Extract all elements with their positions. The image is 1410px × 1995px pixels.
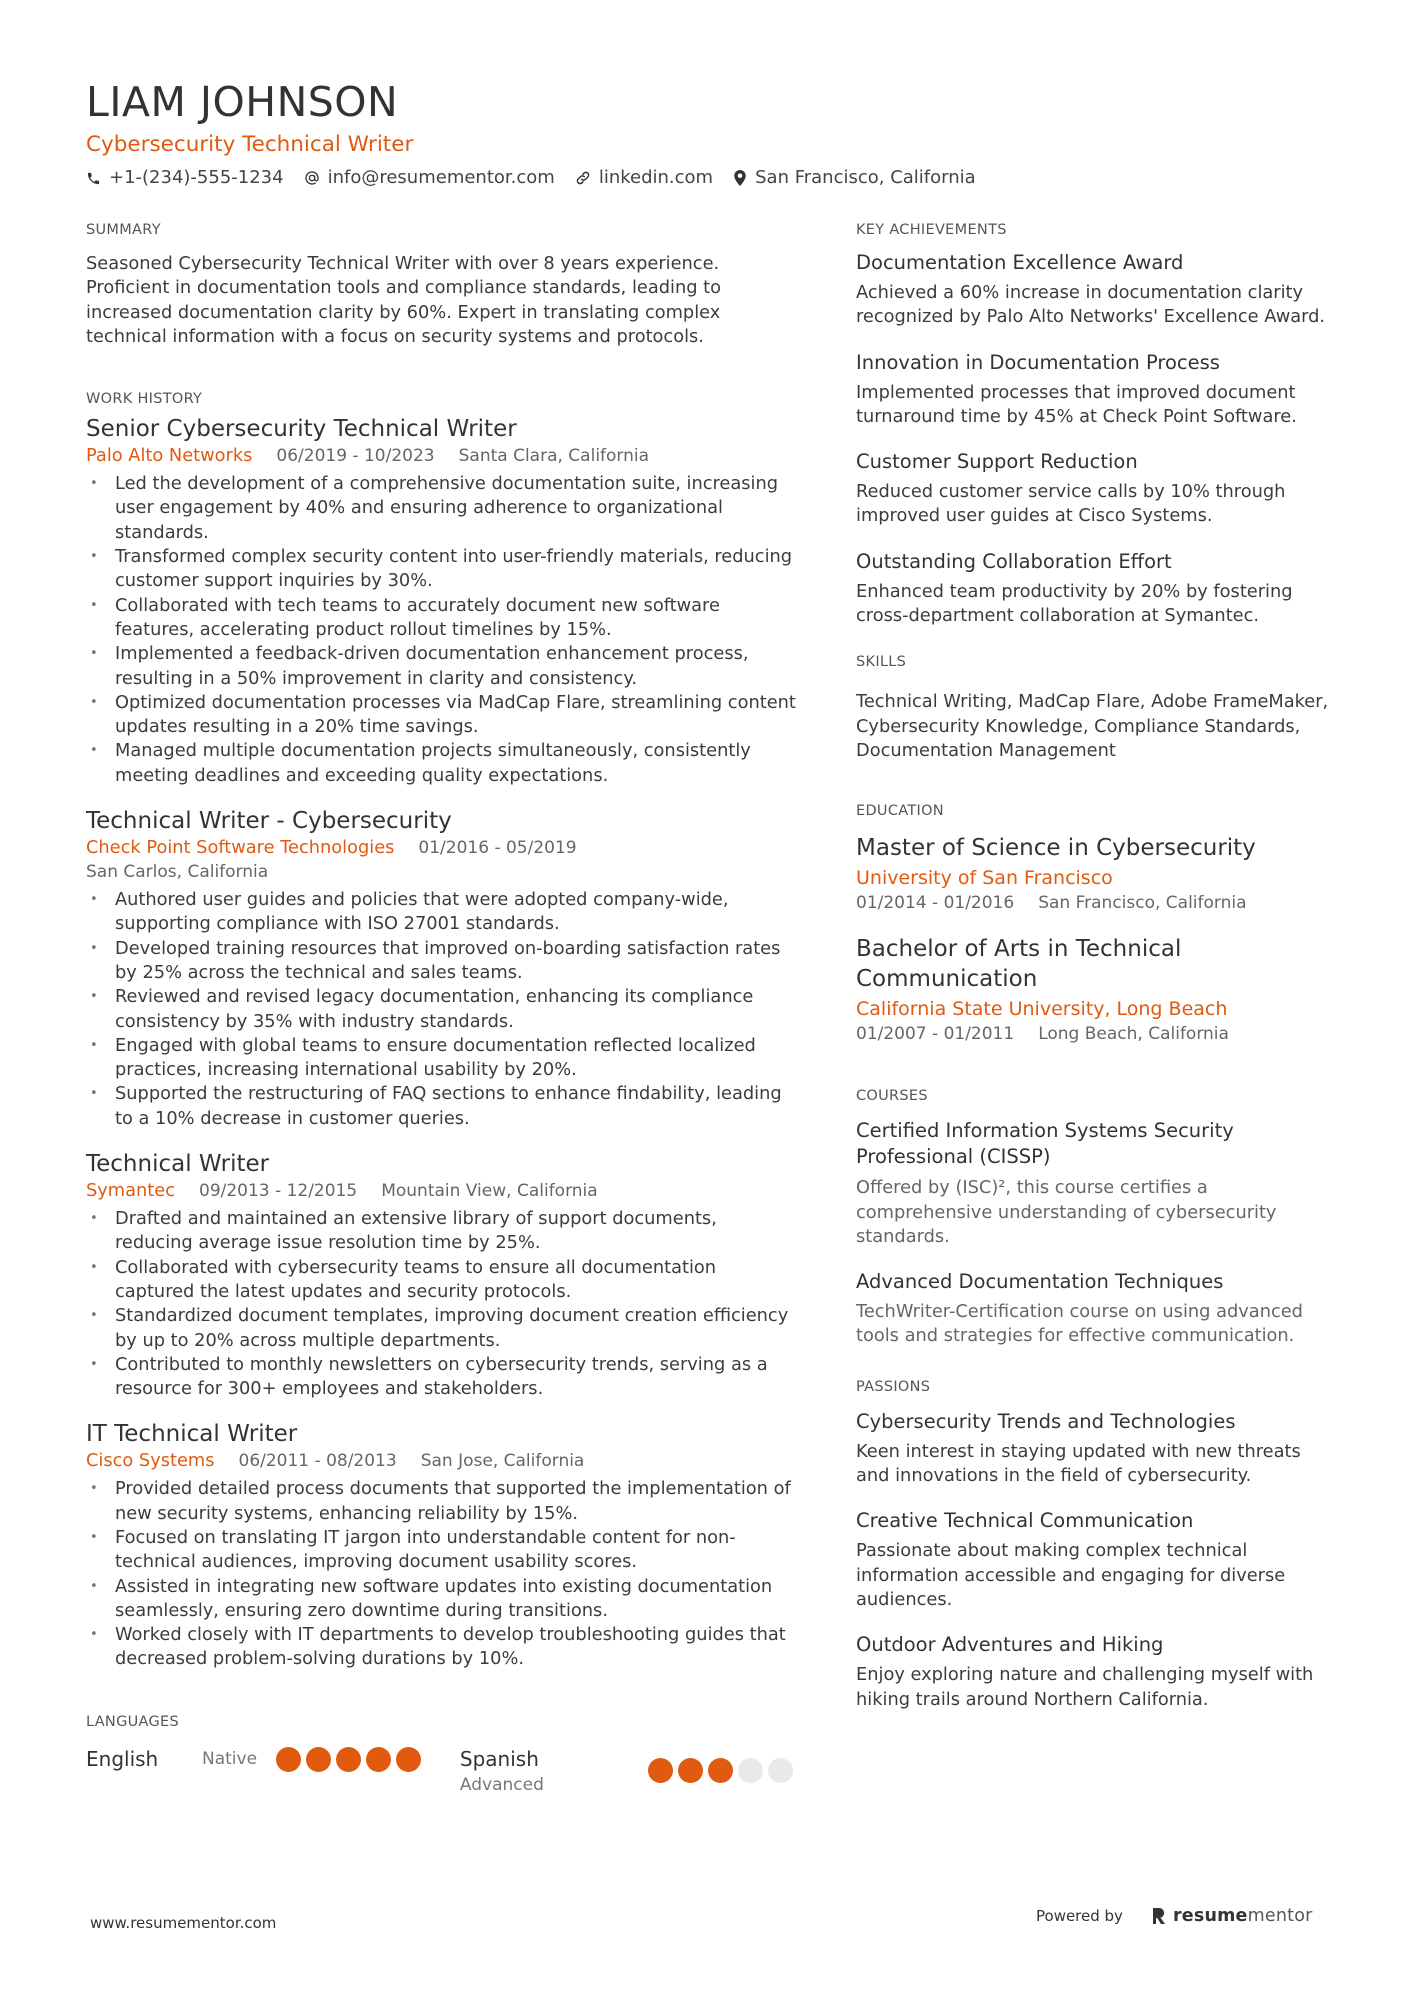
footer-branding [1036,1906,1313,1926]
rating-dot [648,1758,673,1783]
job-location: San Carlos, California [86,862,269,883]
candidate-name: LIAM JOHNSON [86,78,399,126]
job-bullets [86,472,798,788]
achievements-heading: KEY ACHIEVEMENTS [856,222,1007,238]
course-text: TechWriter-Certification course on using advanced tools and strategies for effective communication. [856,1301,1303,1347]
passion-text: Passionate about making complex technical information accessible and engaging for diverse audiences. [856,1540,1286,1610]
course-title: Advanced Documentation Techniques [856,1270,1224,1294]
rating-dot [366,1747,391,1772]
job-entry [86,806,798,1131]
job-entry [86,1419,798,1671]
language-level: Native [202,1748,258,1769]
passion-item [856,1632,1336,1712]
work-history-heading: WORK HISTORY [86,391,203,408]
achievement-text: Enhanced team productivity by 20% by fostering cross-department collaboration at Symantec. [856,580,1293,627]
job-bullet: • Led the development of a comprehensive documentation suite, increasing user engagement by 40% and ensuring adherence to organizational standards. [86,472,798,545]
job-company: Symantec [86,1180,175,1202]
language-rating [648,1758,793,1783]
achievement-text: Reduced customer service calls by 10% through improved user guides at Cisco Systems. [856,481,1286,527]
education-school: University of San Francisco [856,867,1113,890]
achievement-title: Outstanding Collaboration Effort [856,549,1172,573]
education-dates: 01/2007 - 01/2011 [856,1024,1015,1045]
job-location: Mountain View, California [381,1181,598,1202]
brand-bold: resume [1172,1906,1248,1926]
skills-text: Technical Writing, MadCap Flare, Adobe FrameMaker, Cybersecurity Knowledge, Compliance Standards, Documentation Management [856,691,1329,761]
passion-item [856,1409,1336,1489]
contact-phone[interactable] [86,165,284,191]
achievement-item [856,350,1336,430]
education-location: San Francisco, California [1038,893,1247,914]
courses-section [856,1086,1336,1348]
education-degree: Master of Science in Cybersecurity [856,835,1256,862]
summary-heading: SUMMARY [86,222,161,238]
rating-dot [396,1747,421,1772]
achievement-item [856,449,1336,529]
job-bullet: • Standardized document templates, improving document creation efficiency by up to 20% across multiple departments. [86,1304,798,1353]
job-dates: 01/2016 - 05/2019 [418,838,577,859]
link-icon [575,170,591,186]
contact-bar [86,165,1326,191]
achievement-item [856,549,1336,629]
candidate-title: Cybersecurity Technical Writer [86,132,414,157]
language-name: Spanish [459,1746,539,1771]
passion-text: Keen interest in staying updated with new threats and innovations in the field of cybersecurity. [856,1440,1301,1487]
achievement-item [856,250,1336,330]
language-item [86,1745,460,1773]
job-location: Santa Clara, California [458,446,650,467]
brand-light: mentor [1247,1906,1313,1926]
job-dates: 09/2013 - 12/2015 [199,1181,358,1202]
education-item [856,833,1336,915]
achievement-title: Innovation in Documentation Process [856,350,1220,374]
contact-linkedin[interactable] [575,165,713,191]
languages-heading: LANGUAGES [86,1713,179,1730]
summary-text: Seasoned Cybersecurity Technical Writer with over 8 years experience. Proficient in documentation tools and compliance standards, leading to increased documentation clarity by 60%. Expert in translating complex technical information with a focus on security systems and protocols. [86,253,722,347]
job-title: Technical Writer [86,1151,270,1178]
passions-section [856,1377,1336,1712]
contact-email[interactable] [304,165,555,191]
passion-title: Creative Technical Communication [856,1509,1194,1533]
job-entry [86,414,798,788]
rating-dot [768,1758,793,1783]
job-bullet: • Contributed to monthly newsletters on cybersecurity trends, serving as a resource for 300+ employees and stakeholders. [86,1353,798,1402]
job-bullet: • Transformed complex security content into user-friendly materials, reducing customer support inquiries by 30%. [86,545,798,594]
job-title: Senior Cybersecurity Technical Writer [86,416,517,443]
courses-heading: COURSES [856,1088,928,1105]
phone-text: +1-(234)-555-1234 [109,167,284,188]
job-meta [86,860,798,884]
rating-dot [678,1758,703,1783]
job-bullet: • Implemented a feedback-driven documentation enhancement process, resulting in a 50% improvement in clarity and consistency. [86,642,798,691]
education-heading: EDUCATION [856,803,944,820]
passion-item [856,1508,1336,1612]
passion-title: Outdoor Adventures and Hiking [856,1633,1164,1657]
achievement-title: Customer Support Reduction [856,450,1138,474]
job-meta [86,836,798,860]
job-dates: 06/2019 - 10/2023 [276,446,435,467]
job-meta [86,1449,798,1473]
brand-name[interactable] [1173,1906,1313,1926]
education-degree: Bachelor of Arts in Technical Communication [856,936,1182,993]
passion-text: Enjoy exploring nature and challenging myself with hiking trails around Northern California. [856,1664,1314,1710]
course-item [856,1118,1336,1249]
language-name: English [86,1746,159,1771]
phone-icon [86,171,101,186]
job-meta [86,444,798,468]
footer-website[interactable]: www.resumementor.com [90,1914,277,1932]
job-bullet: • Managed multiple documentation projects simultaneously, consistently meeting deadlines and exceeding quality expectations. [86,739,798,788]
achievements-section [856,220,1336,628]
job-bullet: • Focused on translating IT jargon into understandable content for non-technical audiences, improving document usability scores. [86,1526,798,1575]
education-school: California State University, Long Beach [856,998,1228,1021]
location-pin-icon [733,170,747,186]
rating-dot [306,1747,331,1772]
powered-by-label: Powered by [1036,1907,1123,1925]
email-text: info@resumementor.com [327,167,555,188]
job-dates: 06/2011 - 08/2013 [238,1451,397,1472]
course-item [856,1269,1336,1349]
language-item [460,1745,798,1797]
job-bullet: • Worked closely with IT departments to develop troubleshooting guides that decreased problem-solving durations by 10%. [86,1623,798,1672]
education-location: Long Beach, California [1038,1024,1229,1045]
resume-header [86,78,1326,191]
languages-section [86,1712,798,1797]
job-bullet: • Assisted in integrating new software updates into existing documentation seamlessly, ensuring zero downtime during transitions. [86,1575,798,1624]
language-rating [276,1747,421,1772]
job-bullet: • Supported the restructuring of FAQ sections to enhance findability, leading to a 10% decrease in customer queries. [86,1082,798,1131]
achievement-text: Achieved a 60% increase in documentation clarity recognized by Palo Alto Networks' Excellence Award. [856,282,1326,328]
summary-section [86,220,798,349]
language-level: Advanced [459,1774,544,1795]
rating-dot [336,1747,361,1772]
education-item [856,934,1336,1046]
skills-section [856,652,1336,763]
job-entry [86,1149,798,1401]
resumementor-logo-icon [1151,1906,1167,1926]
course-title: Certified Information Systems Security Professional (CISSP) [856,1119,1234,1169]
job-title: Technical Writer - Cybersecurity [86,808,452,835]
work-history-section [86,389,798,1672]
passion-title: Cybersecurity Trends and Technologies [856,1409,1236,1433]
languages-row [86,1745,798,1797]
contact-location [733,165,976,191]
location-text: San Francisco, California [755,167,976,188]
skills-heading: SKILLS [856,654,907,671]
job-bullet: • Developed training resources that improved on-boarding satisfaction rates by 25% across the technical and sales teams. [86,937,798,986]
rating-dot [276,1747,301,1772]
education-dates: 01/2014 - 01/2016 [856,893,1015,914]
rating-dot [738,1758,763,1783]
job-bullet: • Provided detailed process documents that supported the implementation of new security systems, enhancing reliability by 15%. [86,1477,798,1526]
job-bullets [86,888,798,1131]
job-bullet: • Reviewed and revised legacy documentation, enhancing its compliance consistency by 35% with industry standards. [86,985,798,1034]
education-meta [856,1022,1336,1046]
at-icon [304,170,320,186]
job-meta [86,1179,798,1203]
job-bullet: • Drafted and maintained an extensive library of support documents, reducing average issue resolution time by 25%. [86,1207,798,1256]
job-company: Cisco Systems [86,1450,215,1472]
job-bullet: • Engaged with global teams to ensure documentation reflected localized practices, increasing international usability by 20%. [86,1034,798,1083]
rating-dot [708,1758,733,1783]
linkedin-text: linkedin.com [598,167,714,188]
education-section [856,801,1336,1046]
education-meta [856,891,1336,915]
left-column [86,220,798,1797]
job-title: IT Technical Writer [86,1421,298,1448]
job-bullet: • Collaborated with tech teams to accurately document new software features, accelerating product rollout timelines by 15%. [86,594,798,643]
achievement-title: Documentation Excellence Award [856,251,1184,274]
achievement-text: Implemented processes that improved document turnaround time by 45% at Check Point Software. [856,381,1297,427]
job-location: San Jose, California [420,1451,585,1472]
right-column [856,220,1336,1732]
job-bullets [86,1207,798,1401]
job-bullets [86,1477,798,1671]
job-bullet: • Collaborated with cybersecurity teams to ensure all documentation captured the latest updates and security protocols. [86,1256,798,1305]
job-bullet: • Optimized documentation processes via MadCap Flare, streamlining content updates resulting in a 20% time savings. [86,691,798,740]
job-company: Check Point Software Technologies [86,837,395,859]
job-bullet: • Authored user guides and policies that were adopted company-wide, supporting compliance with ISO 27001 standards. [86,888,798,937]
job-company: Palo Alto Networks [86,445,253,467]
course-text: Offered by (ISC)², this course certifies a comprehensive understanding of cybersecurity standards. [856,1177,1277,1247]
passions-heading: PASSIONS [856,1378,931,1395]
